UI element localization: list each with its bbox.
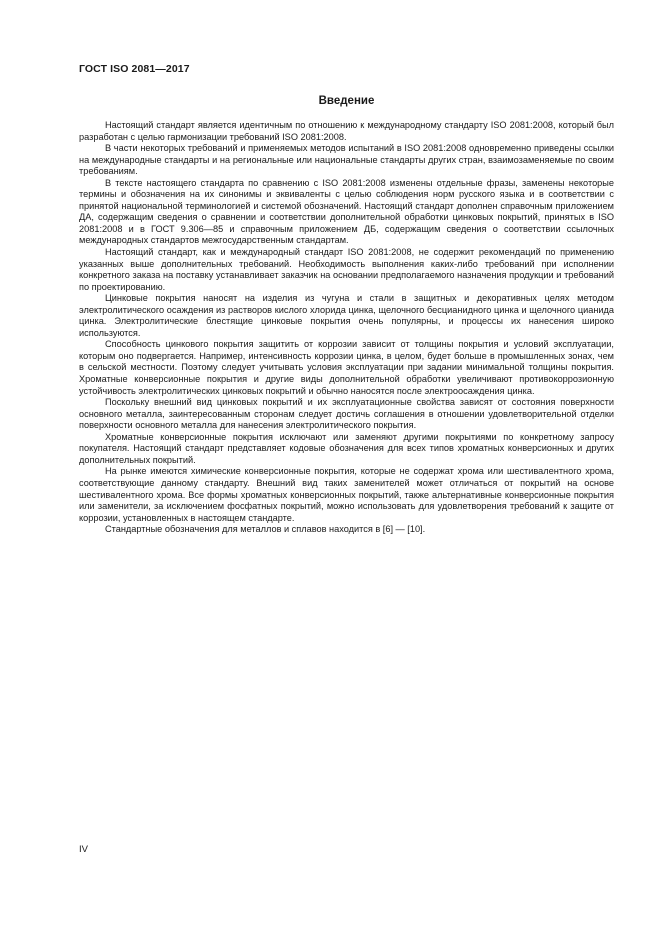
paragraph-8: Хроматные конверсионные покрытия исключают или заменяют другими покрытиями по конкретному запросу покупателя. Настоящий стандарт представляет кодовые обозначения для всех типов хроматных конверсионных и других дополнительных покрытий. xyxy=(79,431,614,465)
section-title: Введение xyxy=(318,95,375,107)
paragraph-5: Цинковые покрытия наносят на изделия из чугуна и стали в защитных и декоративных целях методом электролитического осаждения из растворов кислого хлорида цинка, щелочного бесцианидного цинка и щелочного цианида цинка. Электролитические блестящие цинковые покрытия очень популярны, и процессы их нанесения широко используются. xyxy=(79,293,614,338)
paragraph-3: В тексте настоящего стандарта по сравнению с ISO 2081:2008 изменены отдельные фразы, заменены некоторые термины и обозначения на их синонимы и эквиваленты с целью соблюдения норм русского языка и в соответствии с принятой национальной терминологией и системой обозначений. Настоящий стандарт дополнен справочным приложением ДА, содержащим сведения о сравнении и соответствии дополнительной обработки цинковых покрытий, принятых в ISO 2081:2008 и в ГОСТ 9.306—85 и справочным приложением ДБ, содержащим сведения о соответствии ссылочных международных стандартов межгосударственным стандартам. xyxy=(79,177,614,246)
paragraph-2: В части некоторых требований и применяемых методов испытаний в ISO 2081:2008 одновременно приведены ссылки на международные стандарты и на региональные или национальные стандарты других стран, взаимозаменяемые по своим требованиям. xyxy=(79,143,614,177)
body-text xyxy=(79,120,614,536)
paragraph-9: На рынке имеются химические конверсионные покрытия, которые не содержат хрома или шестивалентного хрома, соответствующие данному стандарту. Внешний вид таких заменителей может отличаться от покрытий на основе шестивалентного хрома. Все формы хроматных конверсионных покрытий, также альтернативные конверсионные покрытия или заменители, за исключением фосфатных покрытий, можно использовать для удовлетворения требований к защите от коррозии, установленных в настоящем стандарте. xyxy=(79,466,614,523)
paragraph-7: Поскольку внешний вид цинковых покрытий и их эксплуатационные свойства зависят от состояния поверхности основного металла, заинтересованным сторонам следует достичь соглашения в отношении удовлетворительной отделки поверхности основного металла для нанесения электролитического покрытия. xyxy=(79,397,614,431)
paragraph-10: Стандартные обозначения для металлов и сплавов находится в [6] — [10]. xyxy=(105,524,426,535)
page-number: IV xyxy=(79,844,88,855)
paragraph-6: Способность цинкового покрытия защитить от коррозии зависит от толщины покрытия и условий эксплуатации, которым оно подвергается. Например, интенсивность коррозии цинка, в целом, будет больше в промышленных зонах, чем в сельской местности. Поэтому следует учитывать условия эксплуатации при задании минимальной толщины покрытия. Хроматные конверсионные покрытия и другие виды дополнительной обработки увеличивают противокоррозионную устойчивость электролитических цинковых покрытий и обычно наносятся после электроосаждения цинка. xyxy=(79,339,614,396)
document-code: ГОСТ ISO 2081—2017 xyxy=(79,63,190,75)
paragraph-1: Настоящий стандарт является идентичным по отношению к международному стандарту ISO 2081:2008, который был разработан с целью гармонизации требований ISO 2081:2008. xyxy=(79,120,614,142)
paragraph-4: Настоящий стандарт, как и международный стандарт ISO 2081:2008, не содержит рекомендаций по применению указанных выше дополнительных требований. Необходимость выполнения каких-либо требований при исполнении конкретного заказа на поставку устанавливает заказчик на основании предполагаемого назначения продукции и требований по проектированию. xyxy=(79,247,614,292)
